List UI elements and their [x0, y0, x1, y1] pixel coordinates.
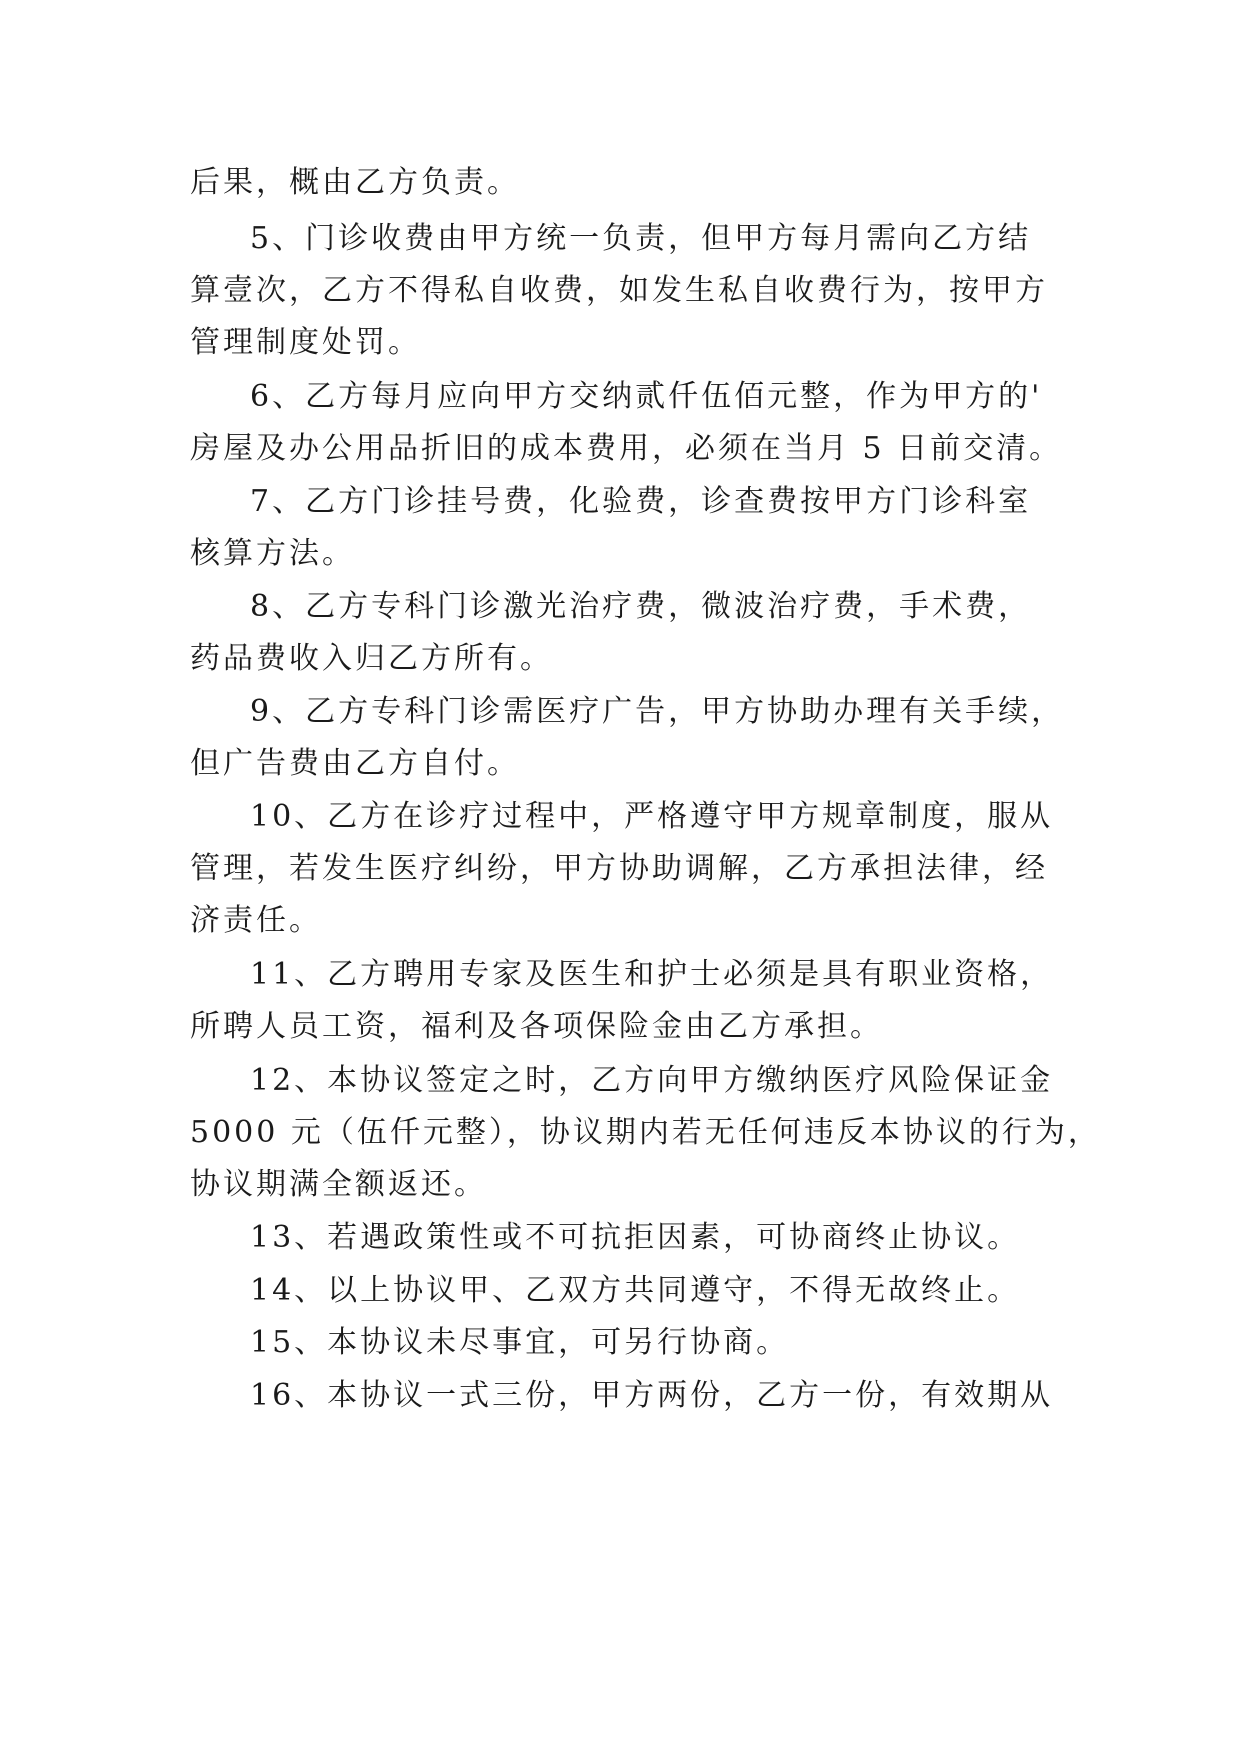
clause-11-line: 11、乙方聘用专家及医生和护士必须是具有职业资格， [250, 957, 1054, 992]
clause-13-line: 13、若遇政策性或不可抗拒因素，可协商终止协议。 [250, 1220, 1021, 1255]
text-line: 房屋及办公用品折旧的成本费用，必须在当月 5 日前交清。 [190, 431, 1063, 466]
text-line: 算壹次，乙方不得私自收费，如发生私自收费行为，按甲方 [190, 273, 1048, 308]
text-line: 但广告费由乙方自付。 [190, 746, 520, 781]
clause-6-line: 6、乙方每月应向甲方交纳贰仟伍佰元整，作为甲方的' [250, 379, 1043, 414]
text-line: 5000 元（伍仟元整），协议期内若无任何违反本协议的行为， [190, 1115, 1101, 1150]
text-line: 药品费收入归乙方所有。 [190, 641, 553, 676]
clause-14-line: 14、以上协议甲、乙双方共同遵守，不得无故终止。 [250, 1273, 1021, 1308]
text-line: 后果，概由乙方负责。 [190, 165, 520, 200]
clause-8-line: 8、乙方专科门诊激光治疗费，微波治疗费，手术费， [250, 589, 1032, 624]
clause-9-line: 9、乙方专科门诊需医疗广告，甲方协助办理有关手续， [250, 694, 1065, 729]
text-line: 管理制度处罚。 [190, 325, 421, 360]
clause-7-line: 7、乙方门诊挂号费，化验费，诊查费按甲方门诊科室 [250, 484, 1032, 519]
clause-15-line: 15、本协议未尽事宜，可另行协商。 [250, 1325, 790, 1360]
clause-5-line: 5、门诊收费由甲方统一负责，但甲方每月需向乙方结 [250, 221, 1032, 256]
text-line: 核算方法。 [190, 536, 355, 571]
clause-10-line: 10、乙方在诊疗过程中，严格遵守甲方规章制度，服从 [250, 799, 1054, 834]
clause-16-line: 16、本协议一式三份，甲方两份，乙方一份，有效期从 [250, 1378, 1054, 1413]
clause-12-line: 12、本协议签定之时，乙方向甲方缴纳医疗风险保证金 [250, 1063, 1054, 1098]
text-line: 济责任。 [190, 903, 322, 938]
text-line: 协议期满全额返还。 [190, 1167, 487, 1202]
text-line: 管理，若发生医疗纠纷，甲方协助调解，乙方承担法律，经 [190, 851, 1048, 886]
text-line: 所聘人员工资，福利及各项保险金由乙方承担。 [190, 1009, 883, 1044]
